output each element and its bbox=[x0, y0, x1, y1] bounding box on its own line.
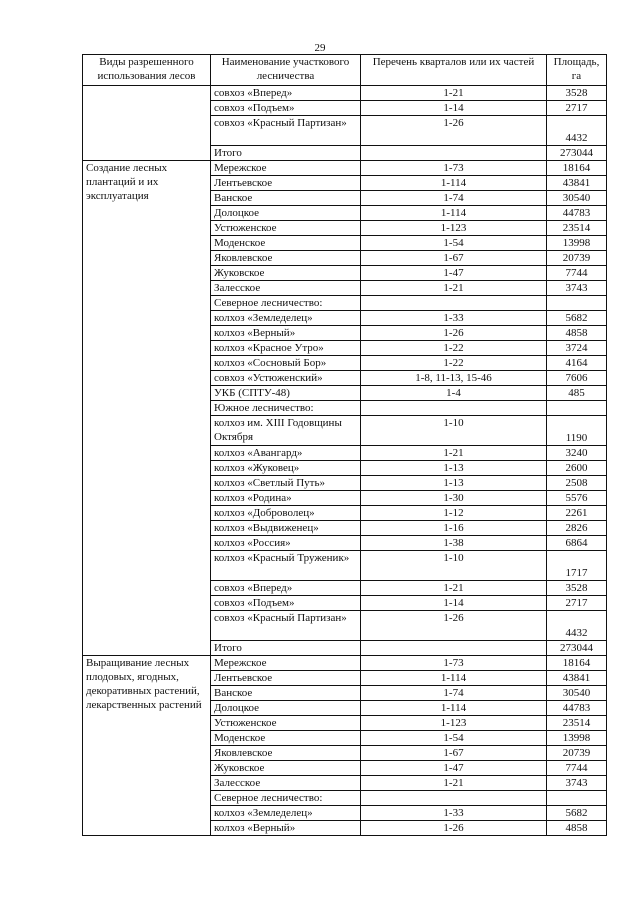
use-type-cell bbox=[83, 761, 211, 776]
use-type-cell bbox=[83, 101, 211, 116]
forestry-name-cell: колхоз «Выдвиженец» bbox=[211, 521, 361, 536]
quarters-cell: 1-114 bbox=[361, 206, 547, 221]
table-row bbox=[83, 461, 607, 476]
area-cell: 4858 bbox=[547, 821, 607, 836]
use-type-text: Выращивание лесных плодовых, ягодных, декоративных растений, лекарственных растений bbox=[86, 657, 202, 711]
forestry-name-cell: Залесское bbox=[211, 281, 361, 296]
use-type-cell bbox=[83, 536, 211, 551]
area-cell: 273044 bbox=[547, 146, 607, 161]
forestry-name-cell: Долоцкое bbox=[211, 701, 361, 716]
table-row bbox=[83, 761, 607, 776]
quarters-cell: 1-67 bbox=[361, 746, 547, 761]
table-row bbox=[83, 221, 607, 236]
quarters-cell: 1-74 bbox=[361, 191, 547, 206]
table-row bbox=[83, 371, 607, 386]
forestry-name-cell: Долоцкое bbox=[211, 206, 361, 221]
use-type-cell bbox=[83, 311, 211, 326]
area-cell: 3240 bbox=[547, 446, 607, 461]
quarters-cell: 1-26 bbox=[361, 821, 547, 836]
use-type-cell bbox=[83, 161, 211, 202]
quarters-cell: 1-123 bbox=[361, 716, 547, 731]
table-row bbox=[83, 791, 607, 806]
forestry-name-cell: Южное лесничество: bbox=[211, 401, 361, 416]
quarters-cell: 1-4 bbox=[361, 386, 547, 401]
forestry-name-cell: колхоз «Светлый Путь» bbox=[211, 476, 361, 491]
forestry-name-cell: Жуковское bbox=[211, 761, 361, 776]
area-cell: 13998 bbox=[547, 731, 607, 746]
area-cell bbox=[547, 401, 607, 416]
area-cell: 1190 bbox=[547, 416, 607, 446]
table-row bbox=[83, 341, 607, 356]
area-cell: 485 bbox=[547, 386, 607, 401]
forestry-name-cell: колхоз «Земледелец» bbox=[211, 806, 361, 821]
table-row bbox=[83, 746, 607, 761]
forestry-name-cell: колхоз «Родина» bbox=[211, 491, 361, 506]
quarters-cell: 1-33 bbox=[361, 806, 547, 821]
area-cell: 5682 bbox=[547, 806, 607, 821]
table-row bbox=[83, 416, 607, 446]
use-type-cell bbox=[83, 281, 211, 296]
use-type-cell bbox=[83, 476, 211, 491]
forestry-name-cell: УКБ (СПТУ-48) bbox=[211, 386, 361, 401]
forestry-name-cell: Яковлевское bbox=[211, 251, 361, 266]
quarters-cell: 1-123 bbox=[361, 221, 547, 236]
area-cell: 3743 bbox=[547, 281, 607, 296]
use-type-cell bbox=[83, 716, 211, 731]
forestry-name-cell: совхоз «Устюженский» bbox=[211, 371, 361, 386]
table-row bbox=[83, 236, 607, 251]
area-cell: 18164 bbox=[547, 656, 607, 671]
area-cell: 23514 bbox=[547, 221, 607, 236]
use-type-cell bbox=[83, 371, 211, 386]
use-type-cell bbox=[83, 521, 211, 536]
area-cell bbox=[547, 791, 607, 806]
table-row bbox=[83, 206, 607, 221]
use-type-cell bbox=[83, 416, 211, 446]
quarters-cell: 1-54 bbox=[361, 236, 547, 251]
area-cell: 13998 bbox=[547, 236, 607, 251]
area-cell: 30540 bbox=[547, 191, 607, 206]
area-cell: 4164 bbox=[547, 356, 607, 371]
table-row bbox=[83, 281, 607, 296]
forestry-name-cell: Моденское bbox=[211, 236, 361, 251]
table-row bbox=[83, 146, 607, 161]
table-row bbox=[83, 326, 607, 341]
table-row bbox=[83, 716, 607, 731]
use-type-cell bbox=[83, 146, 211, 161]
quarters-cell: 1-21 bbox=[361, 776, 547, 791]
quarters-cell: 1-73 bbox=[361, 161, 547, 176]
quarters-cell: 1-30 bbox=[361, 491, 547, 506]
use-type-cell bbox=[83, 731, 211, 746]
use-type-cell bbox=[83, 596, 211, 611]
table-row bbox=[83, 776, 607, 791]
use-type-cell bbox=[83, 221, 211, 236]
forestry-name-cell: Итого bbox=[211, 641, 361, 656]
forestry-name-cell: совхоз «Вперед» bbox=[211, 86, 361, 101]
area-cell: 4858 bbox=[547, 326, 607, 341]
use-type-cell bbox=[83, 551, 211, 581]
quarters-cell: 1-26 bbox=[361, 116, 547, 146]
use-type-cell bbox=[83, 746, 211, 761]
area-cell: 5576 bbox=[547, 491, 607, 506]
table-body bbox=[83, 86, 607, 836]
area-cell: 20739 bbox=[547, 251, 607, 266]
use-type-cell bbox=[83, 776, 211, 791]
table-row bbox=[83, 266, 607, 281]
use-type-cell bbox=[83, 386, 211, 401]
table-row bbox=[83, 506, 607, 521]
header-quarters: Перечень кварталов или их частей bbox=[361, 55, 547, 86]
quarters-cell: 1-21 bbox=[361, 281, 547, 296]
table-row bbox=[83, 596, 607, 611]
header-area: Площадь, га bbox=[547, 55, 607, 86]
area-cell: 43841 bbox=[547, 176, 607, 191]
forestry-name-cell: Итого bbox=[211, 146, 361, 161]
quarters-cell: 1-38 bbox=[361, 536, 547, 551]
table-row bbox=[83, 386, 607, 401]
quarters-cell: 1-22 bbox=[361, 341, 547, 356]
table-row bbox=[83, 311, 607, 326]
quarters-cell: 1-74 bbox=[361, 686, 547, 701]
forestry-name-cell: Мережское bbox=[211, 161, 361, 176]
area-cell: 2717 bbox=[547, 596, 607, 611]
quarters-cell: 1-47 bbox=[361, 761, 547, 776]
area-cell: 2600 bbox=[547, 461, 607, 476]
area-cell: 4432 bbox=[547, 611, 607, 641]
area-cell bbox=[547, 296, 607, 311]
quarters-cell: 1-8, 11-13, 15-46 bbox=[361, 371, 547, 386]
forestry-name-cell: Мережское bbox=[211, 656, 361, 671]
use-type-cell bbox=[83, 86, 211, 101]
table-row bbox=[83, 821, 607, 836]
area-cell: 30540 bbox=[547, 686, 607, 701]
quarters-cell bbox=[361, 641, 547, 656]
table-row bbox=[83, 641, 607, 656]
forestry-name-cell: Устюженское bbox=[211, 716, 361, 731]
quarters-cell: 1-33 bbox=[361, 311, 547, 326]
use-type-cell bbox=[83, 266, 211, 281]
header-forestry-name: Наименование участкового лесничества bbox=[211, 55, 361, 86]
quarters-cell: 1-47 bbox=[361, 266, 547, 281]
area-cell: 7744 bbox=[547, 761, 607, 776]
forestry-name-cell: Устюженское bbox=[211, 221, 361, 236]
quarters-cell: 1-14 bbox=[361, 596, 547, 611]
quarters-cell bbox=[361, 401, 547, 416]
table-row bbox=[83, 161, 607, 176]
table-row bbox=[83, 536, 607, 551]
forestry-name-cell: совхоз «Подъем» bbox=[211, 596, 361, 611]
area-cell: 6864 bbox=[547, 536, 607, 551]
quarters-cell: 1-21 bbox=[361, 446, 547, 461]
table-row bbox=[83, 446, 607, 461]
table-row bbox=[83, 521, 607, 536]
use-type-cell bbox=[83, 401, 211, 416]
table-row bbox=[83, 551, 607, 581]
quarters-cell bbox=[361, 791, 547, 806]
use-type-cell bbox=[83, 341, 211, 356]
quarters-cell: 1-21 bbox=[361, 86, 547, 101]
quarters-cell bbox=[361, 146, 547, 161]
table-row bbox=[83, 116, 607, 146]
forestry-name-cell: Ванское bbox=[211, 191, 361, 206]
forestry-name-cell: колхоз «Земледелец» bbox=[211, 311, 361, 326]
area-cell: 2508 bbox=[547, 476, 607, 491]
forestry-name-cell: Северное лесничество: bbox=[211, 791, 361, 806]
area-cell: 2717 bbox=[547, 101, 607, 116]
forestry-name-cell: колхоз «Авангард» bbox=[211, 446, 361, 461]
area-cell: 2826 bbox=[547, 521, 607, 536]
forestry-name-cell: колхоз «Красный Труженик» bbox=[211, 551, 361, 581]
table-row bbox=[83, 611, 607, 641]
use-type-cell bbox=[83, 236, 211, 251]
quarters-cell: 1-10 bbox=[361, 416, 547, 446]
use-type-cell bbox=[83, 206, 211, 221]
forestry-name-cell: колхоз «Доброволец» bbox=[211, 506, 361, 521]
use-type-cell bbox=[83, 356, 211, 371]
table-row bbox=[83, 731, 607, 746]
forestry-name-cell: колхоз «Верный» bbox=[211, 821, 361, 836]
forestry-name-cell: колхоз «Жуковец» bbox=[211, 461, 361, 476]
area-cell: 18164 bbox=[547, 161, 607, 176]
quarters-cell: 1-67 bbox=[361, 251, 547, 266]
area-cell: 3743 bbox=[547, 776, 607, 791]
use-type-cell bbox=[83, 806, 211, 821]
quarters-cell: 1-16 bbox=[361, 521, 547, 536]
use-type-cell bbox=[83, 581, 211, 596]
use-type-cell bbox=[83, 446, 211, 461]
area-cell: 44783 bbox=[547, 701, 607, 716]
area-cell: 20739 bbox=[547, 746, 607, 761]
table-row bbox=[83, 101, 607, 116]
page-number: 29 bbox=[314, 42, 326, 54]
area-cell: 4432 bbox=[547, 116, 607, 146]
quarters-cell: 1-13 bbox=[361, 461, 547, 476]
forestry-name-cell: Яковлевское bbox=[211, 746, 361, 761]
area-cell: 2261 bbox=[547, 506, 607, 521]
table-row bbox=[83, 296, 607, 311]
quarters-cell: 1-114 bbox=[361, 701, 547, 716]
quarters-cell: 1-13 bbox=[361, 476, 547, 491]
table-row bbox=[83, 491, 607, 506]
quarters-cell: 1-114 bbox=[361, 176, 547, 191]
forestry-name-cell: колхоз «Верный» bbox=[211, 326, 361, 341]
area-cell: 3528 bbox=[547, 86, 607, 101]
forestry-name-cell: колхоз «Россия» bbox=[211, 536, 361, 551]
quarters-cell bbox=[361, 296, 547, 311]
forestry-name-cell: Залесское bbox=[211, 776, 361, 791]
quarters-cell: 1-21 bbox=[361, 581, 547, 596]
forestry-name-cell: совхоз «Красный Партизан» bbox=[211, 611, 361, 641]
forestry-name-cell: колхоз «Сосновый Бор» bbox=[211, 356, 361, 371]
area-cell: 3528 bbox=[547, 581, 607, 596]
use-type-cell bbox=[83, 491, 211, 506]
forestry-name-cell: Северное лесничество: bbox=[211, 296, 361, 311]
table-row bbox=[83, 656, 607, 671]
quarters-cell: 1-114 bbox=[361, 671, 547, 686]
area-cell: 44783 bbox=[547, 206, 607, 221]
use-type-cell bbox=[83, 461, 211, 476]
forestry-name-cell: Лентьевское bbox=[211, 176, 361, 191]
forestry-name-cell: совхоз «Красный Партизан» bbox=[211, 116, 361, 146]
area-cell: 43841 bbox=[547, 671, 607, 686]
forest-use-table bbox=[82, 54, 607, 836]
quarters-cell: 1-26 bbox=[361, 611, 547, 641]
forestry-name-cell: колхоз им. XIII Годовщины Октября bbox=[211, 416, 361, 446]
table-row bbox=[83, 356, 607, 371]
header-use-type: Виды разрешенного использования лесов bbox=[83, 55, 211, 86]
table-row bbox=[83, 476, 607, 491]
area-cell: 7606 bbox=[547, 371, 607, 386]
quarters-cell: 1-26 bbox=[361, 326, 547, 341]
table-row bbox=[83, 806, 607, 821]
use-type-cell bbox=[83, 656, 211, 711]
quarters-cell: 1-73 bbox=[361, 656, 547, 671]
forestry-name-cell: совхоз «Подъем» bbox=[211, 101, 361, 116]
area-cell: 1717 bbox=[547, 551, 607, 581]
area-cell: 273044 bbox=[547, 641, 607, 656]
use-type-text: Создание лесных плантаций и их эксплуатация bbox=[86, 162, 168, 202]
table-row bbox=[83, 86, 607, 101]
use-type-cell bbox=[83, 611, 211, 641]
forestry-name-cell: Ванское bbox=[211, 686, 361, 701]
quarters-cell: 1-22 bbox=[361, 356, 547, 371]
forestry-name-cell: колхоз «Красное Утро» bbox=[211, 341, 361, 356]
quarters-cell: 1-14 bbox=[361, 101, 547, 116]
use-type-cell bbox=[83, 506, 211, 521]
use-type-cell bbox=[83, 821, 211, 836]
quarters-cell: 1-10 bbox=[361, 551, 547, 581]
area-cell: 5682 bbox=[547, 311, 607, 326]
use-type-cell bbox=[83, 326, 211, 341]
table-row bbox=[83, 251, 607, 266]
table-row bbox=[83, 401, 607, 416]
use-type-cell bbox=[83, 251, 211, 266]
table-header bbox=[83, 55, 607, 86]
forestry-name-cell: совхоз «Вперед» bbox=[211, 581, 361, 596]
quarters-cell: 1-12 bbox=[361, 506, 547, 521]
use-type-cell bbox=[83, 116, 211, 146]
area-cell: 7744 bbox=[547, 266, 607, 281]
quarters-cell: 1-54 bbox=[361, 731, 547, 746]
table-row bbox=[83, 581, 607, 596]
use-type-cell bbox=[83, 296, 211, 311]
area-cell: 3724 bbox=[547, 341, 607, 356]
forestry-name-cell: Лентьевское bbox=[211, 671, 361, 686]
forestry-name-cell: Моденское bbox=[211, 731, 361, 746]
forestry-name-cell: Жуковское bbox=[211, 266, 361, 281]
use-type-cell bbox=[83, 641, 211, 656]
use-type-cell bbox=[83, 791, 211, 806]
area-cell: 23514 bbox=[547, 716, 607, 731]
